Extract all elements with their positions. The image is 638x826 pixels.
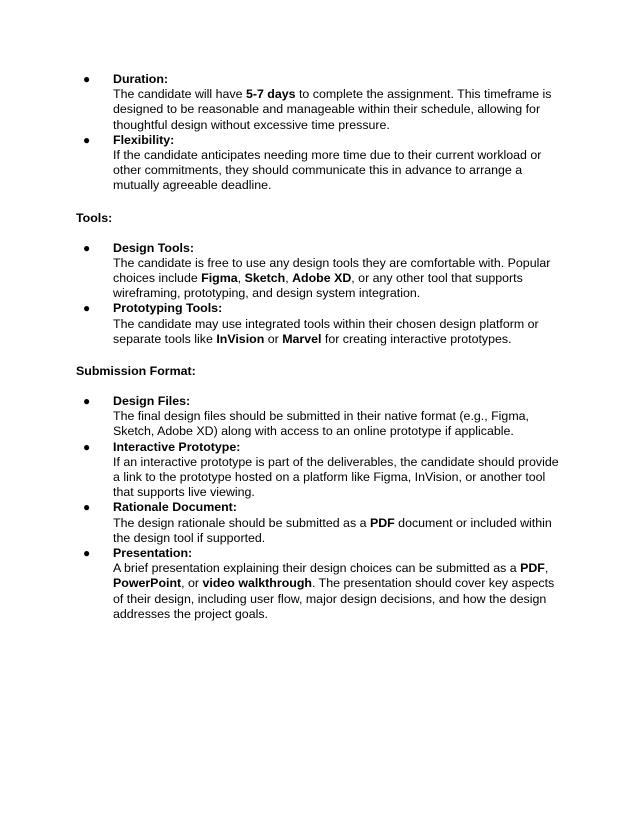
body-text: If an interactive prototype is part of the deliverables, the candidate should provide a link to the prototype hosted on a platform like Figma, InVision, or another tool that supports live viewing.	[113, 454, 559, 500]
list-item-design-files	[76, 394, 566, 440]
emphasized-text: PowerPoint	[113, 576, 182, 591]
spacer	[76, 347, 566, 364]
item-title: Duration:	[113, 72, 169, 86]
spacer	[76, 379, 566, 394]
item-body	[113, 561, 566, 622]
item-body	[113, 148, 566, 194]
bullet-icon: ●	[83, 72, 91, 86]
list-item-interactive-prototype	[76, 440, 566, 501]
item-body	[113, 317, 566, 347]
body-text: , or any other tool that supports wireframing, prototyping, and design system integration.	[113, 271, 523, 301]
body-text: document or included within the design tool if supported.	[113, 515, 552, 545]
body-text: If the candidate anticipates needing more time due to their current workload or other commitments, they should communicate this in advance to arrange a mutually agreeable deadline.	[113, 148, 542, 193]
list-item-flexibility	[76, 133, 566, 194]
bullet-icon: ●	[83, 500, 91, 515]
list-item-design-tools	[76, 241, 566, 302]
body-text: A brief presentation explaining their design choices can be submitted as a	[113, 561, 521, 576]
emphasized-text: Adobe XD	[292, 271, 352, 286]
spacer	[76, 226, 566, 241]
bullet-icon: ●	[83, 546, 91, 561]
list-item-rationale-document	[76, 500, 566, 546]
emphasized-text: Figma	[201, 271, 238, 286]
item-body	[113, 516, 566, 546]
section-heading-tools: Tools:	[76, 210, 113, 225]
emphasized-text: video walkthrough	[202, 576, 312, 591]
item-title: Interactive Prototype:	[113, 439, 241, 454]
item-body	[113, 455, 566, 501]
emphasized-text: Marvel	[282, 331, 322, 346]
item-title: Design Tools:	[113, 240, 194, 255]
bullet-list	[76, 241, 566, 347]
emphasized-text: InVision	[216, 331, 265, 346]
body-text: to complete the assignment. This timeframe is designed to be reasonable and manageable within their schedule, allowing for thoughtful design without excessive time pressure.	[113, 87, 552, 132]
body-text: ,	[285, 271, 293, 286]
bullet-icon: ●	[83, 301, 91, 316]
item-body	[113, 256, 566, 302]
body-text: ,	[237, 271, 245, 286]
item-title: Rationale Document:	[113, 500, 237, 515]
body-text: . The presentation should cover key aspects of their design, including user flow, major design decisions, and how the design addresses the project goals.	[113, 576, 555, 621]
list-item-prototyping-tools	[76, 301, 566, 347]
body-text: The final design files should be submitted in their native format (e.g., Figma, Sketch, Adobe XD) along with access to an online prototype if applicable.	[113, 409, 529, 439]
item-title: Design Files:	[113, 394, 191, 409]
body-text: The design rationale should be submitted as a	[113, 515, 370, 530]
body-text: ,	[544, 561, 549, 576]
body-text: or	[264, 331, 283, 346]
body-text: The candidate will have	[113, 87, 246, 102]
body-text: , or	[181, 576, 203, 591]
spacer	[76, 194, 566, 211]
item-title: Presentation:	[113, 546, 193, 561]
emphasized-text: 5-7 days	[245, 87, 296, 102]
section-heading-submission-format: Submission Format:	[76, 364, 196, 379]
item-body	[113, 87, 566, 133]
emphasized-text: PDF	[520, 561, 545, 576]
document-content	[76, 72, 566, 622]
emphasized-text: Sketch	[244, 271, 286, 286]
bullet-list	[76, 72, 566, 194]
bullet-icon: ●	[83, 240, 91, 255]
item-body	[113, 409, 566, 439]
body-text: The candidate is free to use any design tools they are comfortable with. Popular choices include	[113, 255, 551, 286]
item-title: Prototyping Tools:	[113, 301, 223, 316]
list-item-duration	[76, 72, 566, 133]
bullet-icon: ●	[83, 439, 91, 454]
bullet-list	[76, 394, 566, 622]
bullet-icon: ●	[83, 132, 91, 147]
bullet-icon: ●	[83, 394, 91, 409]
item-title: Flexibility:	[113, 132, 175, 147]
body-text: The candidate may use integrated tools within their chosen design platform or separate tools like	[113, 316, 539, 346]
list-item-presentation	[76, 546, 566, 622]
emphasized-text: PDF	[369, 515, 395, 530]
body-text: for creating interactive prototypes.	[321, 331, 512, 346]
